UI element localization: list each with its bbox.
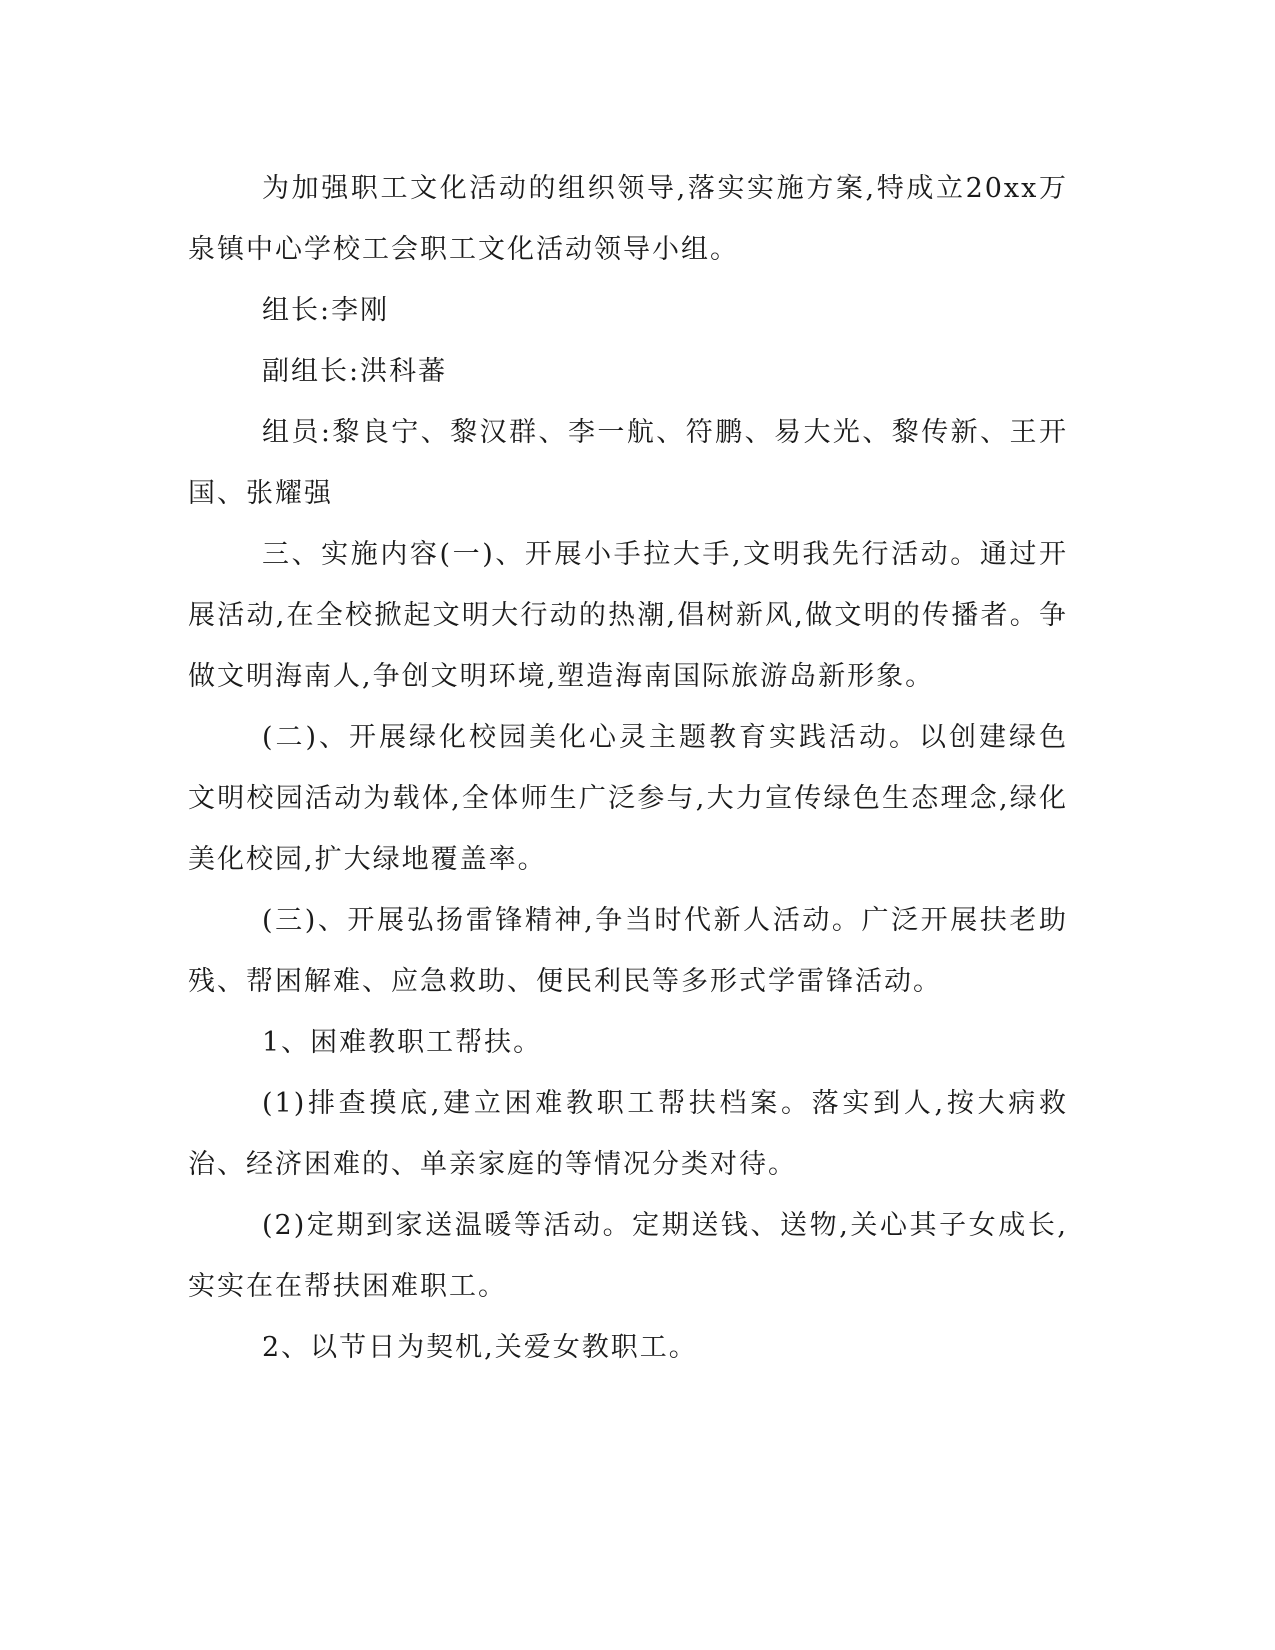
paragraph-item-three: (三)、开展弘扬雷锋精神,争当时代新人活动。广泛开展扶老助残、帮困解难、应急救助、便民利民等多形式学雷锋活动。 xyxy=(188,905,1068,997)
document-body xyxy=(188,158,1068,1378)
paragraph-deputy-leader: 副组长:洪科蕃 xyxy=(262,356,448,387)
paragraph-members: 组员:黎良宁、黎汉群、李一航、符鹏、易大光、黎传新、王开国、张耀强 xyxy=(188,417,1068,509)
paragraph-item-two: (二)、开展绿化校园美化心灵主题教育实践活动。以创建绿色文明校园活动为载体,全体师生广泛参与,大力宣传绿色生态理念,绿化美化校园,扩大绿地覆盖率。 xyxy=(188,722,1068,875)
paragraph-subitem-2: 2、以节日为契机,关爱女教职工。 xyxy=(262,1332,698,1363)
paragraph-intro: 为加强职工文化活动的组织领导,落实实施方案,特成立20xx万泉镇中心学校工会职工文化活动领导小组。 xyxy=(188,173,1068,265)
paragraph-subitem-1-1: (1)排查摸底,建立困难教职工帮扶档案。落实到人,按大病救治、经济困难的、单亲家庭的等情况分类对待。 xyxy=(188,1088,1068,1180)
paragraph-subitem-1: 1、困难教职工帮扶。 xyxy=(262,1027,543,1058)
paragraph-subitem-1-2: (2)定期到家送温暖等活动。定期送钱、送物,关心其子女成长,实实在在帮扶困难职工。 xyxy=(188,1210,1068,1302)
paragraph-group-leader: 组长:李刚 xyxy=(262,295,390,326)
paragraph-section-three: 三、实施内容(一)、开展小手拉大手,文明我先行活动。通过开展活动,在全校掀起文明大行动的热潮,倡树新风,做文明的传播者。争做文明海南人,争创文明环境,塑造海南国际旅游岛新形象。 xyxy=(188,539,1068,692)
